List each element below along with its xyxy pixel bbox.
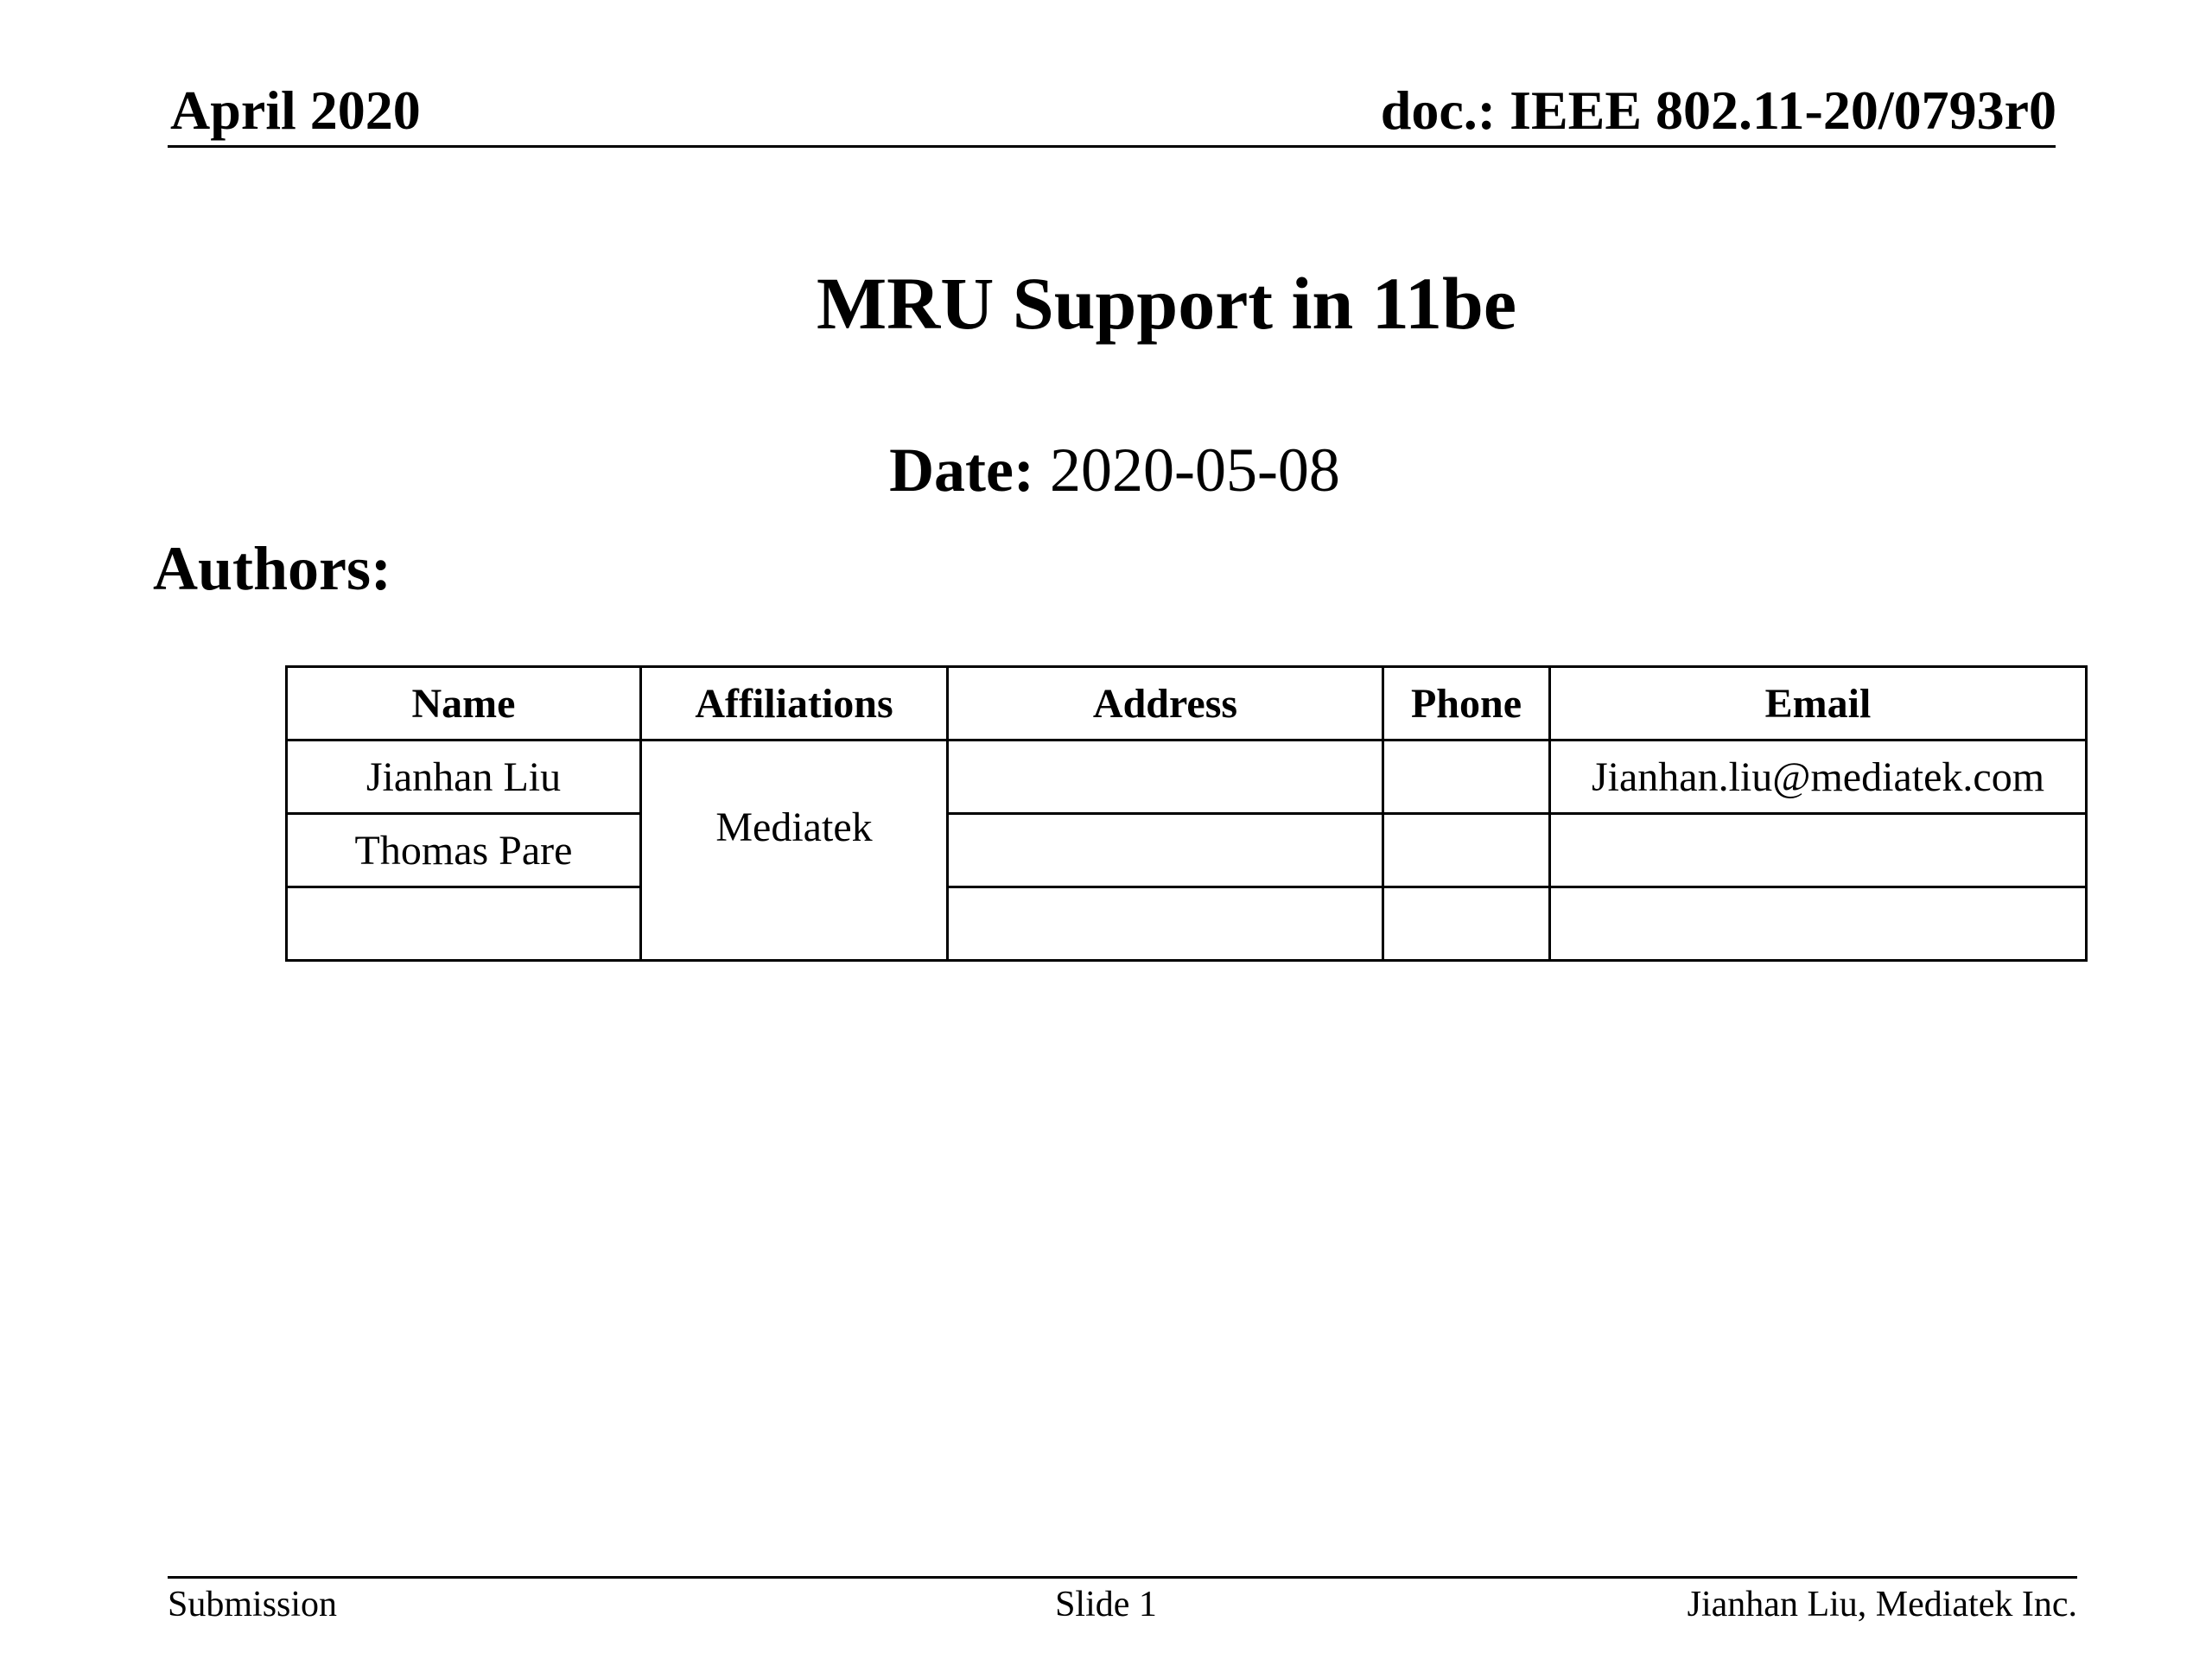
author-email: [1550, 814, 2087, 887]
author-address: [948, 741, 1383, 814]
header-date: April 2020: [170, 79, 421, 141]
author-name: Jianhan Liu: [287, 741, 641, 814]
footer-submission: Submission: [168, 1585, 338, 1624]
header-divider: [168, 145, 2056, 148]
footer-slide-number: Slide 1: [1055, 1585, 1157, 1624]
footer-divider: [168, 1576, 2077, 1579]
author-email: [1550, 887, 2087, 961]
column-header-phone: Phone: [1383, 667, 1550, 741]
date-label: Date:: [889, 435, 1034, 505]
author-name: Thomas Pare: [287, 814, 641, 887]
column-header-affiliations: Affiliations: [641, 667, 948, 741]
slide-title: MRU Support in 11be: [817, 262, 1516, 345]
authors-table: [285, 665, 2088, 962]
column-header-name: Name: [287, 667, 641, 741]
column-header-email: Email: [1550, 667, 2087, 741]
date-value: 2020-05-08: [1049, 435, 1340, 505]
header-doc-number: doc.: IEEE 802.11-20/0793r0: [1380, 79, 2056, 141]
author-affiliation: Mediatek: [641, 741, 948, 961]
author-phone: [1383, 814, 1550, 887]
column-header-address: Address: [948, 667, 1383, 741]
table-header-row: [287, 667, 2087, 741]
date-line: [605, 435, 1624, 505]
table-row: [287, 887, 2087, 961]
author-phone: [1383, 741, 1550, 814]
table-row: [287, 814, 2087, 887]
footer-author: Jianhan Liu, Mediatek Inc.: [1687, 1585, 2077, 1624]
authors-heading: Authors:: [153, 534, 392, 603]
table-row: [287, 741, 2087, 814]
author-address: [948, 887, 1383, 961]
author-email: Jianhan.liu@mediatek.com: [1550, 741, 2087, 814]
author-phone: [1383, 887, 1550, 961]
author-address: [948, 814, 1383, 887]
author-name: [287, 887, 641, 961]
